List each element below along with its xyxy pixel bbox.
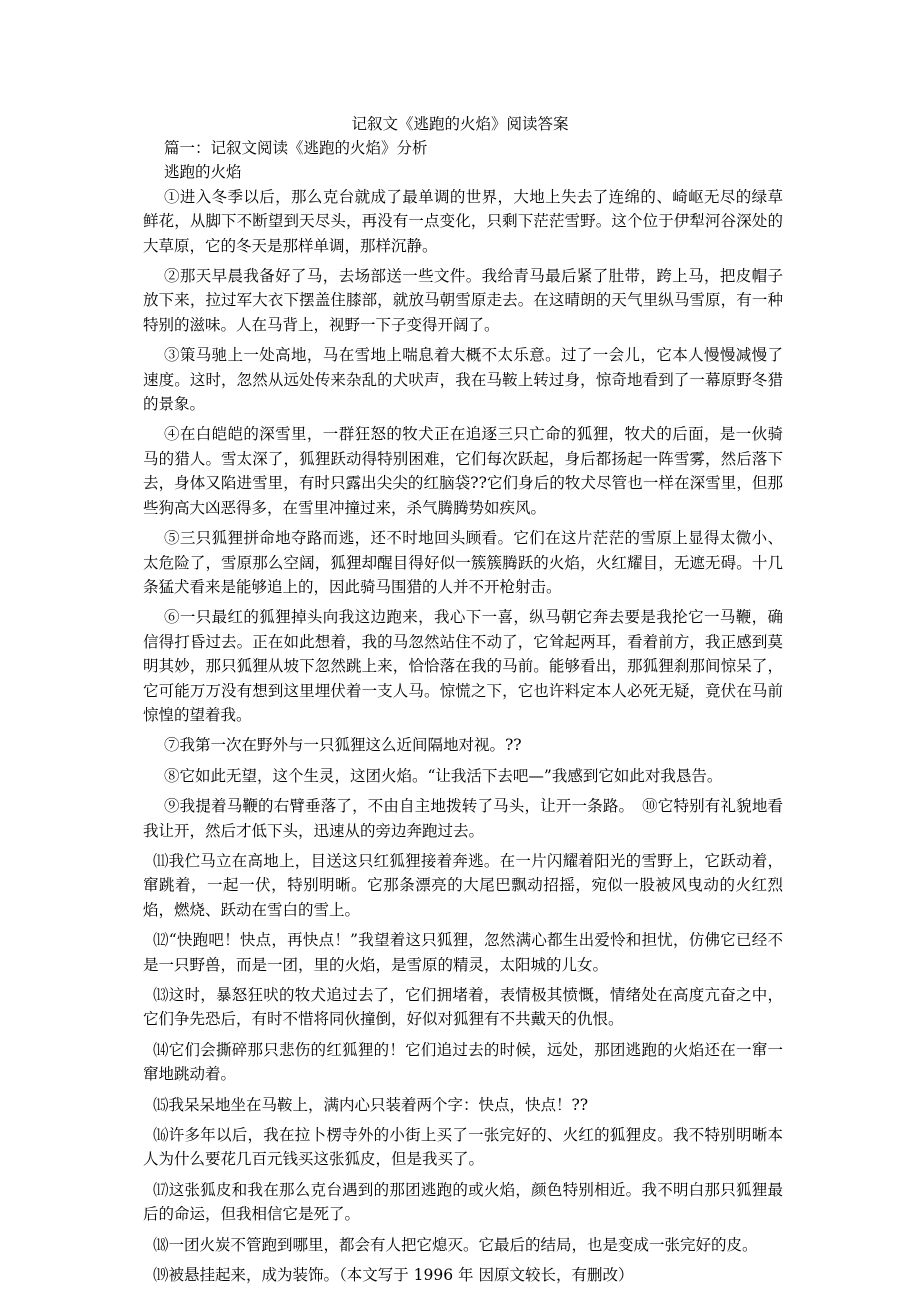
paragraph-5: ⑤三只狐狸拼命地夺路而逃，还不时地回头顾看。它们在这片茫茫的雪原上显得太微小、太危险了，雪原那么空阔，狐狸却醒目得好似一簇簇腾跃的火焰，火红耀目，无遮无碍。十几条猛犬看来是能够追上的，因此骑马围猎的人并不开枪射击。 — [143, 529, 783, 596]
paragraph-1: ①进入冬季以后，那么克台就成了最单调的世界，大地上失去了连绵的、崎岖无尽的绿草鲜花，从脚下不断望到天尽头，再没有一点变化，只剩下茫茫雪野。这个位于伊犁河谷深处的大草原，它的冬天是那样单调，那样沉静。 — [143, 187, 783, 255]
document-body — [143, 136, 783, 1287]
paragraph-7: ⑦我第一次在野外与一只狐狸这么近间隔地对视。?? — [164, 736, 522, 755]
paragraph-14: ⒁它们会撕碎那只悲伤的红狐狸的！它们追过去的时候，远处，那团逃跑的火焰还在一窜一窜地跳动着。 — [143, 1040, 783, 1084]
paragraph-4: ④在白皑皑的深雪里，一群狂怒的牧犬正在追逐三只亡命的狐狸，牧犬的后面，是一伙骑马的猎人。雪太深了，狐狸跃动得特别困难，它们每次跃起，身后都扬起一阵雪雾，然后落下去，身体又陷进雪里，有时只露出尖尖的红脑袋??它们身后的牧犬尽管也一样在深雪里，但那些狗高大凶恶得多，在雪里冲撞过来，杀气腾腾势如疾风。 — [143, 425, 783, 517]
paragraph-16: ⒃许多年以后，我在拉卜楞寺外的小街上买了一张完好的、火红的狐狸皮。我不特别明晰本人为什么要花几百元钱买这张狐皮，但是我买了。 — [143, 1126, 783, 1169]
section-heading: 篇一：记叙文阅读《逃跑的火焰》分析 — [164, 139, 428, 157]
paragraph-17: ⒄这张狐皮和我在那么克台遇到的那团逃跑的或火焰，颜色特别相近。我不明白那只狐狸最后的命运，但我相信它是死了。 — [143, 1180, 783, 1224]
paragraph-6: ⑥一只最红的狐狸掉头向我这边跑来，我心下一喜，纵马朝它奔去要是我抡它一马鞭，确信得打昏过去。正在如此想着，我的马忽然站住不动了，它耸起两耳，看着前方，我正感到莫明其妙，那只狐狸从坡下忽然跳上来，恰恰落在我的马前。能够看出，那狐狸刹那间惊呆了，它可能万万没有想到这里埋伏着一支人马。惊慌之下，它也许料定本人必死无疑，竟伏在马前惊惶的望着我。 — [143, 608, 783, 724]
paragraph-9: ⑨我提着马鞭的右臂垂落了，不由自主地拨转了马头，让开一条路。 ⑩它特别有礼貌地看我让开，然后才低下头，迅速从的旁边奔跑过去。 — [143, 797, 783, 840]
paragraph-8: ⑧它如此无望，这个生灵，这团火焰。“让我活下去吧—”我感到它如此对我恳告。 — [164, 766, 723, 785]
story-title: 逃跑的火焰 — [164, 163, 242, 182]
paragraph-18: ⒅一团火炭不管跑到哪里，都会有人把它熄灭。它最后的结局，也是变成一张完好的皮。 — [153, 1235, 758, 1254]
document-title: 记叙文《逃跑的火焰》阅读答案 — [351, 115, 569, 133]
paragraph-19: ⒆被悬挂起来，成为装饰。（本文写于 1996 年 因原文较长，有删改） — [153, 1266, 634, 1285]
paragraph-12: ⑿“快跑吧！快点，再快点！”我望着这只狐狸，忽然满心都生出爱怜和担忧，仿佛它已经不是一只野兽，而是一团，里的火焰，是雪原的精灵，太阳城的儿女。 — [143, 931, 783, 974]
paragraph-3: ③策马驰上一处高地，马在雪地上喘息着大概不太乐意。过了一会儿，它本人慢慢减慢了速度。这时，忽然从远处传来杂乱的犬吠声，我在马鞍上转过身，惊奇地看到了一幕原野冬猎的景象。 — [143, 346, 783, 414]
paragraph-2: ②那天早晨我备好了马，去场部送一些文件。我给青马最后紧了肚带，跨上马，把皮帽子放下来，拉过军大衣下摆盖住膝部，就放马朝雪原走去。在这晴朗的天气里纵马雪原，有一种特别的滋味。人在马背上，视野一下子变得开阔了。 — [143, 267, 783, 334]
paragraph-15: ⒂我呆呆地坐在马鞍上，满内心只装着两个字：快点，快点！?? — [153, 1095, 589, 1114]
paragraph-13: ⒀这时，暴怒狂吠的牧犬追过去了，它们拥堵着，表情极其愤慨，情绪处在高度亢奋之中，它们争先恐后，有时不惜将同伙撞倒，好似对狐狸有不共戴天的仇恨。 — [143, 986, 783, 1029]
paragraph-11: ⑾我伫马立在高地上，目送这只红狐狸接着奔逃。在一片闪耀着阳光的雪野上，它跃动着，窜跳着，一起一伏，特别明晰。它那条漂亮的大尾巴飘动招摇，宛似一股被风曳动的火红烈焰，燃烧、跃动在雪白的雪上。 — [143, 851, 783, 919]
